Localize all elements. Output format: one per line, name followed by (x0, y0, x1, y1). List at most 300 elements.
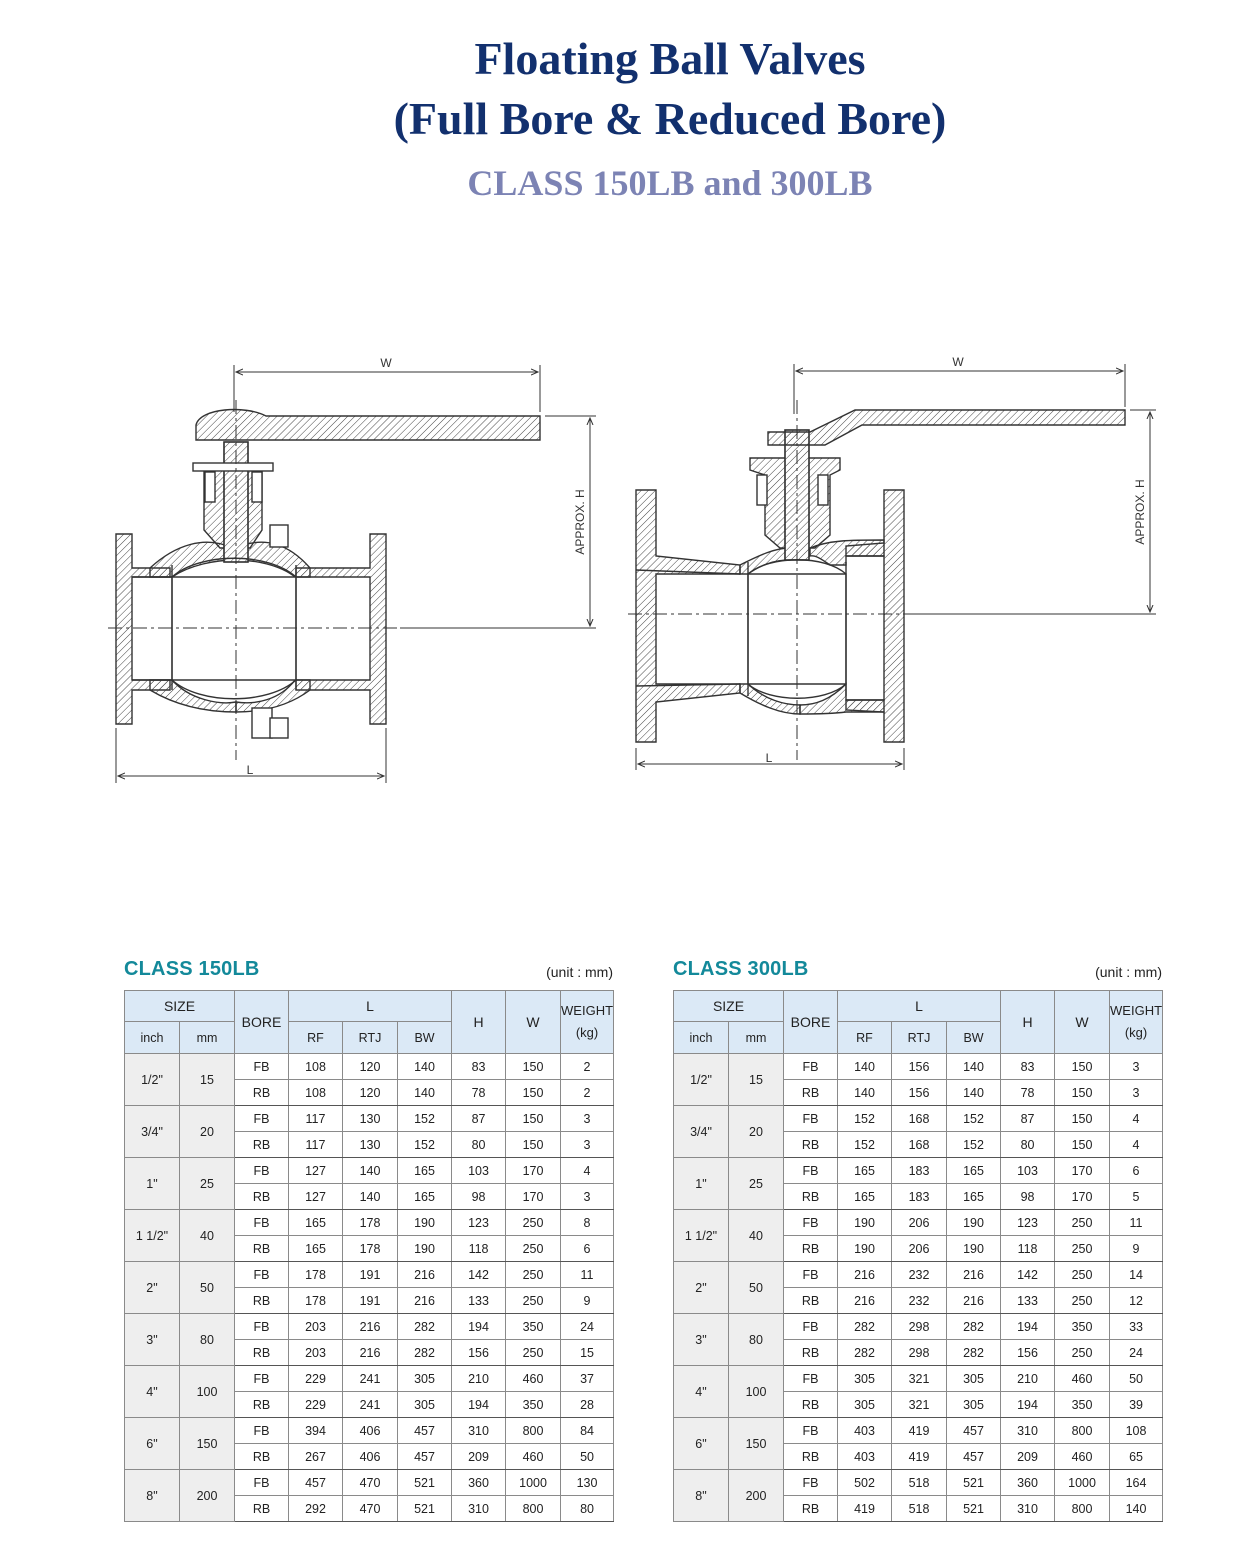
w-cell: 460 (506, 1444, 561, 1470)
mm-header: mm (180, 1022, 235, 1054)
size-inch-cell: 4" (125, 1366, 180, 1418)
rtj-cell: 130 (343, 1132, 398, 1158)
h-cell: 118 (1001, 1236, 1055, 1262)
size-mm-cell: 40 (729, 1210, 784, 1262)
weight-cell: 6 (561, 1236, 614, 1262)
bore-cell: FB (235, 1314, 289, 1340)
rf-cell: 403 (838, 1444, 892, 1470)
w-cell: 170 (506, 1158, 561, 1184)
rf-cell: 152 (838, 1106, 892, 1132)
size-mm-cell: 50 (729, 1262, 784, 1314)
weight-header (1110, 991, 1163, 1054)
w-cell: 800 (1055, 1496, 1110, 1522)
left-w-label: W (380, 356, 392, 370)
h-cell: 310 (452, 1496, 506, 1522)
table-row (125, 1158, 614, 1184)
class300-unit: (unit : mm) (1095, 964, 1162, 980)
table-row (674, 1366, 1163, 1392)
w-cell: 170 (1055, 1158, 1110, 1184)
rf-cell: 140 (838, 1054, 892, 1080)
bw-cell: 457 (947, 1418, 1001, 1444)
h-cell: 98 (452, 1184, 506, 1210)
bore-cell: RB (784, 1444, 838, 1470)
bore-cell: FB (784, 1262, 838, 1288)
bw-cell: 282 (947, 1340, 1001, 1366)
weight-cell: 11 (1110, 1210, 1163, 1236)
h-cell: 123 (452, 1210, 506, 1236)
rtj-cell: 168 (892, 1106, 947, 1132)
rf-cell: 190 (838, 1236, 892, 1262)
weight-cell: 8 (561, 1210, 614, 1236)
bw-cell: 457 (398, 1444, 452, 1470)
bw-header: BW (947, 1022, 1001, 1054)
rf-cell: 282 (838, 1340, 892, 1366)
bw-cell: 165 (398, 1158, 452, 1184)
h-cell: 194 (452, 1392, 506, 1418)
w-cell: 460 (1055, 1366, 1110, 1392)
weight-cell: 12 (1110, 1288, 1163, 1314)
h-cell: 78 (452, 1080, 506, 1106)
bw-cell: 521 (947, 1470, 1001, 1496)
h-cell: 83 (1001, 1054, 1055, 1080)
weight-cell: 65 (1110, 1444, 1163, 1470)
rf-cell: 165 (838, 1184, 892, 1210)
rf-cell: 229 (289, 1366, 343, 1392)
w-cell: 150 (506, 1054, 561, 1080)
bw-cell: 190 (398, 1210, 452, 1236)
size-mm-cell: 20 (180, 1106, 235, 1158)
w-cell: 170 (1055, 1184, 1110, 1210)
h-cell: 209 (452, 1444, 506, 1470)
bw-cell: 521 (947, 1496, 1001, 1522)
w-cell: 250 (1055, 1236, 1110, 1262)
size-mm-cell: 20 (729, 1106, 784, 1158)
weight-cell: 33 (1110, 1314, 1163, 1340)
size-inch-cell: 3" (125, 1314, 180, 1366)
bore-header: BORE (235, 991, 289, 1054)
weight-cell: 37 (561, 1366, 614, 1392)
h-cell: 133 (1001, 1288, 1055, 1314)
left-h-label: APPROX. H (573, 489, 587, 555)
rtj-cell: 321 (892, 1392, 947, 1418)
size-inch-cell: 3" (674, 1314, 729, 1366)
class-subtitle: CLASS 150LB and 300LB (467, 163, 873, 203)
weight-unit: (kg) (575, 1025, 599, 1040)
weight-cell: 39 (1110, 1392, 1163, 1418)
weight-cell: 3 (1110, 1054, 1163, 1080)
rtj-cell: 183 (892, 1158, 947, 1184)
table-row (674, 1106, 1163, 1132)
weight-cell: 24 (1110, 1340, 1163, 1366)
weight-cell: 50 (561, 1444, 614, 1470)
rf-cell: 152 (838, 1132, 892, 1158)
weight-cell: 50 (1110, 1366, 1163, 1392)
size-header: SIZE (125, 991, 235, 1022)
table-row (674, 1054, 1163, 1080)
h-cell: 123 (1001, 1210, 1055, 1236)
size-mm-cell: 15 (729, 1054, 784, 1106)
weight-cell: 130 (561, 1470, 614, 1496)
bw-cell: 216 (947, 1262, 1001, 1288)
bore-cell: RB (235, 1288, 289, 1314)
rf-cell: 108 (289, 1054, 343, 1080)
class150-table (124, 990, 614, 1522)
rf-cell: 292 (289, 1496, 343, 1522)
left-l-label: L (246, 763, 254, 777)
class300-table (673, 990, 1163, 1522)
rf-cell: 394 (289, 1418, 343, 1444)
rf-header: RF (289, 1022, 343, 1054)
rf-cell: 216 (838, 1262, 892, 1288)
bore-cell: FB (784, 1470, 838, 1496)
size-mm-cell: 25 (729, 1158, 784, 1210)
bw-cell: 216 (947, 1288, 1001, 1314)
size-mm-cell: 100 (180, 1366, 235, 1418)
bw-cell: 305 (398, 1366, 452, 1392)
rf-cell: 282 (838, 1314, 892, 1340)
w-cell: 350 (1055, 1314, 1110, 1340)
bw-cell: 190 (947, 1236, 1001, 1262)
page-subtitle: (Full Bore & Reduced Bore) (393, 93, 947, 144)
w-cell: 250 (506, 1288, 561, 1314)
rtj-cell: 156 (892, 1054, 947, 1080)
h-cell: 210 (452, 1366, 506, 1392)
h-cell: 83 (452, 1054, 506, 1080)
w-cell: 150 (1055, 1132, 1110, 1158)
w-cell: 250 (1055, 1210, 1110, 1236)
class150-title: CLASS 150LB (124, 958, 260, 980)
weight-cell: 6 (1110, 1158, 1163, 1184)
size-mm-cell: 150 (180, 1418, 235, 1470)
rtj-cell: 168 (892, 1132, 947, 1158)
bore-header: BORE (784, 991, 838, 1054)
bw-cell: 282 (398, 1314, 452, 1340)
h-cell: 194 (1001, 1392, 1055, 1418)
w-cell: 800 (506, 1496, 561, 1522)
bore-cell: RB (235, 1340, 289, 1366)
rtj-cell: 232 (892, 1288, 947, 1314)
weight-cell: 14 (1110, 1262, 1163, 1288)
table-row (674, 1262, 1163, 1288)
bw-cell: 140 (398, 1054, 452, 1080)
bore-cell: RB (784, 1184, 838, 1210)
bore-cell: RB (784, 1132, 838, 1158)
w-cell: 250 (1055, 1340, 1110, 1366)
table-row (674, 1418, 1163, 1444)
bw-cell: 140 (947, 1054, 1001, 1080)
bw-cell: 140 (947, 1080, 1001, 1106)
h-cell: 209 (1001, 1444, 1055, 1470)
rf-cell: 419 (838, 1496, 892, 1522)
h-cell: 210 (1001, 1366, 1055, 1392)
bw-cell: 521 (398, 1496, 452, 1522)
h-cell: 87 (1001, 1106, 1055, 1132)
rf-cell: 108 (289, 1080, 343, 1106)
rtj-header: RTJ (892, 1022, 947, 1054)
rtj-cell: 178 (343, 1210, 398, 1236)
table-row (674, 1210, 1163, 1236)
w-cell: 150 (506, 1132, 561, 1158)
bore-cell: RB (784, 1288, 838, 1314)
bore-cell: FB (784, 1106, 838, 1132)
rtj-cell: 191 (343, 1262, 398, 1288)
weight-cell: 28 (561, 1392, 614, 1418)
h-cell: 87 (452, 1106, 506, 1132)
rtj-cell: 183 (892, 1184, 947, 1210)
rf-cell: 178 (289, 1288, 343, 1314)
size-mm-cell: 200 (729, 1470, 784, 1522)
rtj-cell: 120 (343, 1054, 398, 1080)
l-header: L (289, 991, 452, 1022)
h-header: H (1001, 991, 1055, 1054)
bore-cell: FB (235, 1470, 289, 1496)
rf-cell: 178 (289, 1262, 343, 1288)
size-inch-cell: 1 1/2" (674, 1210, 729, 1262)
w-cell: 460 (506, 1366, 561, 1392)
bore-cell: FB (235, 1054, 289, 1080)
size-mm-cell: 40 (180, 1210, 235, 1262)
w-cell: 250 (506, 1340, 561, 1366)
weight-cell: 11 (561, 1262, 614, 1288)
rtj-cell: 130 (343, 1106, 398, 1132)
bw-cell: 282 (947, 1314, 1001, 1340)
weight-cell: 3 (561, 1106, 614, 1132)
rtj-cell: 470 (343, 1496, 398, 1522)
weight-cell: 2 (561, 1054, 614, 1080)
size-inch-cell: 4" (674, 1366, 729, 1418)
class150-section (124, 958, 613, 1522)
bw-cell: 165 (947, 1158, 1001, 1184)
weight-cell: 2 (561, 1080, 614, 1106)
weight-cell: 9 (561, 1288, 614, 1314)
bw-cell: 152 (398, 1106, 452, 1132)
rtj-cell: 241 (343, 1392, 398, 1418)
w-cell: 250 (1055, 1288, 1110, 1314)
bw-cell: 152 (398, 1132, 452, 1158)
w-cell: 170 (506, 1184, 561, 1210)
bw-cell: 282 (398, 1340, 452, 1366)
bw-cell: 165 (947, 1184, 1001, 1210)
size-mm-cell: 80 (729, 1314, 784, 1366)
weight-cell: 24 (561, 1314, 614, 1340)
rf-cell: 305 (838, 1366, 892, 1392)
rf-cell: 117 (289, 1106, 343, 1132)
weight-cell: 164 (1110, 1470, 1163, 1496)
rf-cell: 267 (289, 1444, 343, 1470)
size-mm-cell: 25 (180, 1158, 235, 1210)
bore-cell: RB (235, 1392, 289, 1418)
w-cell: 1000 (506, 1470, 561, 1496)
w-cell: 800 (1055, 1418, 1110, 1444)
rtj-cell: 216 (343, 1314, 398, 1340)
bore-cell: RB (235, 1496, 289, 1522)
h-cell: 156 (1001, 1340, 1055, 1366)
weight-cell: 3 (561, 1184, 614, 1210)
rtj-cell: 406 (343, 1418, 398, 1444)
rf-cell: 502 (838, 1470, 892, 1496)
rf-cell: 117 (289, 1132, 343, 1158)
bw-cell: 152 (947, 1132, 1001, 1158)
table-row (125, 1054, 614, 1080)
rtj-cell: 518 (892, 1470, 947, 1496)
bore-cell: RB (235, 1444, 289, 1470)
weight-label: WEIGHT (561, 1002, 614, 1018)
size-inch-cell: 3/4" (125, 1106, 180, 1158)
h-cell: 80 (452, 1132, 506, 1158)
rtj-cell: 156 (892, 1080, 947, 1106)
w-cell: 150 (1055, 1054, 1110, 1080)
bw-cell: 305 (947, 1366, 1001, 1392)
h-cell: 103 (452, 1158, 506, 1184)
weight-cell: 80 (561, 1496, 614, 1522)
bw-header: BW (398, 1022, 452, 1054)
right-l-label: L (765, 751, 773, 765)
weight-cell: 9 (1110, 1236, 1163, 1262)
bore-cell: FB (784, 1418, 838, 1444)
rf-cell: 165 (838, 1158, 892, 1184)
size-inch-cell: 1 1/2" (125, 1210, 180, 1262)
bore-cell: RB (235, 1184, 289, 1210)
rtj-cell: 206 (892, 1210, 947, 1236)
bore-cell: FB (235, 1158, 289, 1184)
bore-cell: RB (784, 1236, 838, 1262)
rf-cell: 203 (289, 1314, 343, 1340)
table-row (125, 1470, 614, 1496)
class150-unit: (unit : mm) (546, 964, 613, 980)
bore-cell: RB (235, 1236, 289, 1262)
rtj-cell: 140 (343, 1184, 398, 1210)
h-cell: 118 (452, 1236, 506, 1262)
rf-cell: 127 (289, 1184, 343, 1210)
bore-cell: FB (784, 1366, 838, 1392)
table-row (125, 1366, 614, 1392)
h-cell: 142 (452, 1262, 506, 1288)
rtj-cell: 470 (343, 1470, 398, 1496)
bore-cell: FB (784, 1158, 838, 1184)
bore-cell: RB (784, 1080, 838, 1106)
size-mm-cell: 50 (180, 1262, 235, 1314)
rf-cell: 216 (838, 1288, 892, 1314)
rf-header: RF (838, 1022, 892, 1054)
weight-cell: 4 (561, 1158, 614, 1184)
w-cell: 150 (506, 1080, 561, 1106)
bw-cell: 521 (398, 1470, 452, 1496)
h-cell: 360 (452, 1470, 506, 1496)
bore-cell: RB (784, 1392, 838, 1418)
h-cell: 194 (1001, 1314, 1055, 1340)
h-cell: 142 (1001, 1262, 1055, 1288)
size-header: SIZE (674, 991, 784, 1022)
rtj-cell: 321 (892, 1366, 947, 1392)
right-w-label: W (952, 355, 964, 369)
weight-cell: 3 (1110, 1080, 1163, 1106)
rtj-cell: 191 (343, 1288, 398, 1314)
w-cell: 250 (506, 1210, 561, 1236)
rf-cell: 140 (838, 1080, 892, 1106)
weight-unit: (kg) (1124, 1025, 1148, 1040)
weight-cell: 4 (1110, 1106, 1163, 1132)
weight-label: WEIGHT (1110, 1002, 1163, 1018)
size-inch-cell: 2" (125, 1262, 180, 1314)
rtj-cell: 518 (892, 1496, 947, 1522)
bw-cell: 165 (398, 1184, 452, 1210)
rf-cell: 165 (289, 1210, 343, 1236)
w-cell: 250 (506, 1236, 561, 1262)
rtj-cell: 298 (892, 1314, 947, 1340)
rf-cell: 457 (289, 1470, 343, 1496)
bore-cell: FB (235, 1366, 289, 1392)
rtj-cell: 216 (343, 1340, 398, 1366)
h-cell: 98 (1001, 1184, 1055, 1210)
bw-cell: 152 (947, 1106, 1001, 1132)
rtj-cell: 298 (892, 1340, 947, 1366)
bw-cell: 457 (398, 1418, 452, 1444)
bw-cell: 216 (398, 1262, 452, 1288)
bore-cell: FB (784, 1054, 838, 1080)
h-cell: 103 (1001, 1158, 1055, 1184)
size-mm-cell: 80 (180, 1314, 235, 1366)
bore-cell: RB (784, 1340, 838, 1366)
w-cell: 150 (506, 1106, 561, 1132)
rtj-cell: 419 (892, 1418, 947, 1444)
bore-cell: FB (235, 1418, 289, 1444)
weight-header (561, 991, 614, 1054)
h-cell: 80 (1001, 1132, 1055, 1158)
l-header: L (838, 991, 1001, 1022)
table-row (125, 1106, 614, 1132)
h-cell: 360 (1001, 1470, 1055, 1496)
size-inch-cell: 1" (125, 1158, 180, 1210)
weight-cell: 3 (561, 1132, 614, 1158)
bore-cell: FB (784, 1314, 838, 1340)
rf-cell: 127 (289, 1158, 343, 1184)
rtj-cell: 206 (892, 1236, 947, 1262)
h-cell: 194 (452, 1314, 506, 1340)
w-cell: 1000 (1055, 1470, 1110, 1496)
size-mm-cell: 150 (729, 1418, 784, 1470)
bore-cell: RB (784, 1496, 838, 1522)
mm-header: mm (729, 1022, 784, 1054)
bw-cell: 305 (398, 1392, 452, 1418)
weight-cell: 108 (1110, 1418, 1163, 1444)
w-cell: 350 (1055, 1392, 1110, 1418)
w-cell: 800 (506, 1418, 561, 1444)
table-row (125, 1314, 614, 1340)
h-cell: 78 (1001, 1080, 1055, 1106)
h-cell: 310 (1001, 1418, 1055, 1444)
bw-cell: 140 (398, 1080, 452, 1106)
rtj-cell: 406 (343, 1444, 398, 1470)
left-valve-drawing (116, 410, 540, 738)
rtj-cell: 140 (343, 1158, 398, 1184)
rf-cell: 190 (838, 1210, 892, 1236)
right-valve-drawing (636, 410, 1125, 742)
bore-cell: FB (235, 1106, 289, 1132)
h-cell: 310 (1001, 1496, 1055, 1522)
weight-cell: 5 (1110, 1184, 1163, 1210)
rf-cell: 305 (838, 1392, 892, 1418)
bw-cell: 190 (398, 1236, 452, 1262)
bore-cell: FB (235, 1262, 289, 1288)
right-h-label: APPROX. H (1133, 479, 1147, 545)
table-row (674, 1470, 1163, 1496)
weight-cell: 84 (561, 1418, 614, 1444)
w-cell: 460 (1055, 1444, 1110, 1470)
rf-cell: 165 (289, 1236, 343, 1262)
rf-cell: 203 (289, 1340, 343, 1366)
h-cell: 133 (452, 1288, 506, 1314)
bw-cell: 305 (947, 1392, 1001, 1418)
